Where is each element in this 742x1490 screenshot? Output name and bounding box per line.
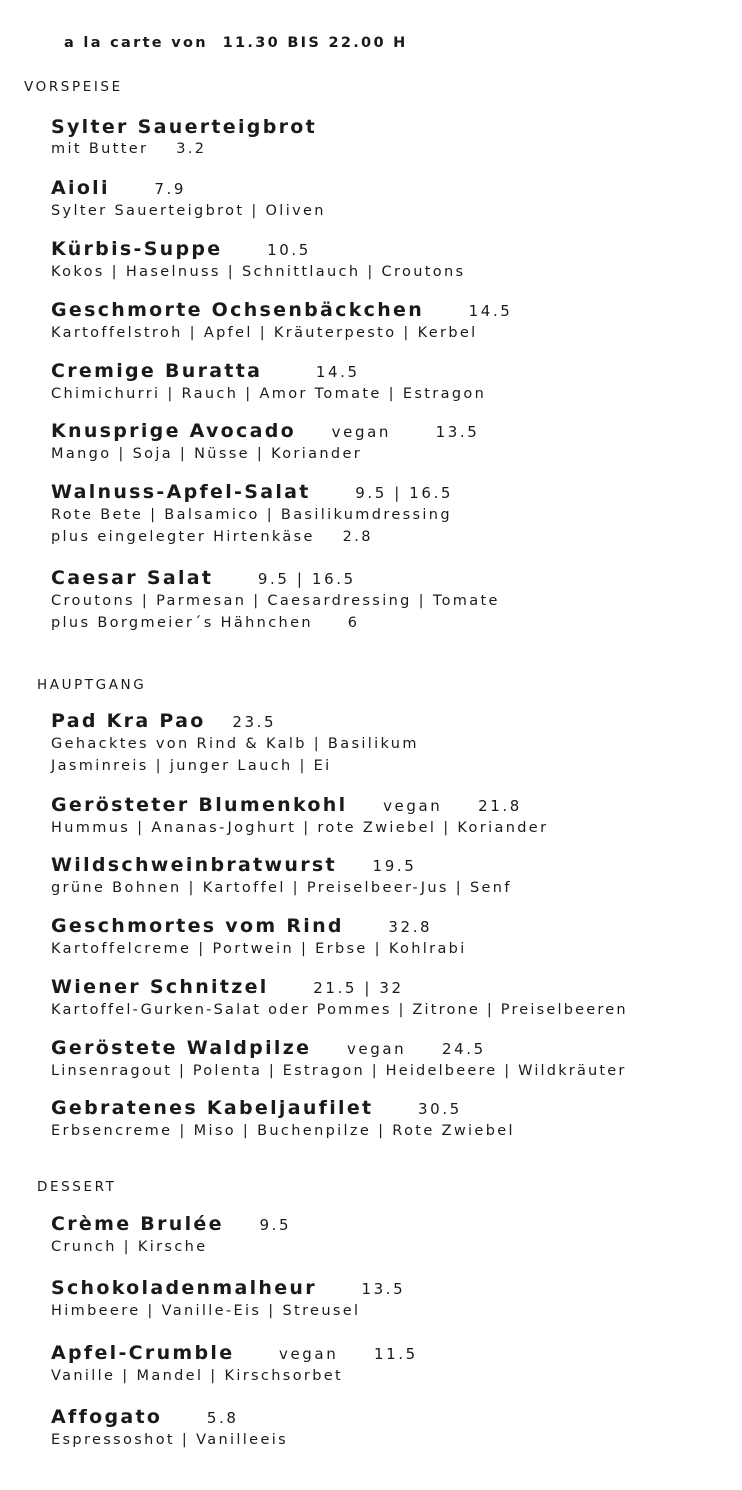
item-description: Kartoffel-Gurken-Salat oder Pommes | Zitrone | Preiselbeeren bbox=[51, 1002, 628, 1018]
item-price: 24.5 bbox=[441, 1040, 486, 1058]
item-price: 9.5 | 16.5 bbox=[257, 570, 356, 588]
menu-item-pad-kra-pao bbox=[51, 710, 419, 777]
vegan-tag: vegan bbox=[331, 423, 391, 441]
section-heading-dessert: DESSERT bbox=[37, 1179, 117, 1195]
menu-item-schokoladenmalheur bbox=[51, 1277, 405, 1323]
item-description: Kartoffelstroh | Apfel | Kräuterpesto | Kerbel bbox=[51, 325, 478, 341]
item-price: 23.5 bbox=[232, 713, 277, 731]
item-price: 13.5 bbox=[361, 1280, 406, 1298]
item-name: Affogato bbox=[51, 1406, 163, 1428]
item-price: 7.9 bbox=[154, 180, 187, 198]
item-description: Chimichurri | Rauch | Amor Tomate | Estragon bbox=[51, 386, 487, 402]
vegan-tag: vegan bbox=[278, 1345, 339, 1363]
item-name: Aioli bbox=[51, 177, 110, 199]
item-description: Hummus | Ananas-Joghurt | rote Zwiebel | Koriander bbox=[51, 820, 549, 836]
item-description: Erbsencreme | Miso | Buchenpilze | Rote Zwiebel bbox=[51, 1123, 515, 1139]
item-extra-price: 2.8 bbox=[342, 528, 373, 545]
item-price: 11.5 bbox=[373, 1345, 418, 1363]
item-description: Himbeere | Vanille-Eis | Streusel bbox=[51, 1303, 361, 1319]
item-name: Apfel-Crumble bbox=[51, 1342, 235, 1364]
item-description-line2: Jasminreis | junger Lauch | Ei bbox=[51, 757, 332, 774]
item-price: 9.5 bbox=[259, 1216, 292, 1234]
menu-item-aioli bbox=[51, 177, 326, 223]
item-name: Walnuss-Apfel-Salat bbox=[51, 481, 311, 503]
item-description: Croutons | Parmesan | Caesardressing | Tomate bbox=[51, 593, 500, 609]
item-description: Vanille | Mandel | Kirschsorbet bbox=[51, 1368, 344, 1384]
menu-item-apfel-crumble bbox=[51, 1342, 418, 1388]
item-name: Wildschweinbratwurst bbox=[51, 854, 337, 876]
item-name: Wiener Schnitzel bbox=[51, 976, 269, 998]
menu-item-creme-brulee bbox=[51, 1213, 291, 1259]
menu-item-sylter-sauerteigbrot bbox=[51, 116, 317, 161]
item-description: Rote Bete | Balsamico | Basilikumdressing bbox=[51, 507, 452, 523]
section-heading-hauptgang: HAUPTGANG bbox=[37, 677, 147, 693]
menu-item-ochsenbaeckchen bbox=[51, 299, 512, 345]
item-extra-price: 6 bbox=[347, 614, 360, 631]
item-name: Cremige Buratta bbox=[51, 360, 263, 382]
vegan-tag: vegan bbox=[383, 797, 443, 815]
menu-item-blumenkohl bbox=[51, 794, 548, 840]
item-description: Crunch | Kirsche bbox=[51, 1239, 208, 1255]
item-name: Gerösteter Blumenkohl bbox=[51, 794, 348, 816]
item-description: Kartoffelcreme | Portwein | Erbse | Kohlrabi bbox=[51, 941, 467, 957]
item-price: 5.8 bbox=[206, 1409, 239, 1427]
item-price: 32.8 bbox=[388, 918, 433, 936]
item-description: Kokos | Haselnuss | Schnittlauch | Croutons bbox=[51, 264, 466, 280]
menu-item-avocado bbox=[51, 420, 479, 466]
menu-item-affogato bbox=[51, 1406, 288, 1452]
item-name: Geschmortes vom Rind bbox=[51, 915, 344, 937]
menu-item-wiener-schnitzel bbox=[51, 976, 628, 1022]
item-description: Mango | Soja | Nüsse | Koriander bbox=[51, 446, 363, 462]
item-price: 13.5 bbox=[435, 423, 480, 441]
section-heading-vorspeise: VORSPEISE bbox=[24, 79, 123, 95]
menu-item-caesar-salat bbox=[51, 567, 500, 634]
menu-item-walnuss-apfel-salat bbox=[51, 481, 453, 548]
item-name: Kürbis-Suppe bbox=[51, 238, 223, 260]
menu-item-kuerbis-suppe bbox=[51, 238, 465, 284]
item-name: Crème Brulée bbox=[51, 1213, 224, 1235]
item-price: 21.8 bbox=[478, 797, 522, 815]
item-description: mit Butter bbox=[51, 141, 149, 157]
item-description: Sylter Sauerteigbrot | Oliven bbox=[51, 203, 326, 219]
item-extra: plus Borgmeier´s Hähnchen bbox=[51, 614, 313, 631]
item-price: 14.5 bbox=[468, 302, 513, 320]
item-price: 3.2 bbox=[176, 141, 207, 157]
vegan-tag: vegan bbox=[346, 1040, 407, 1058]
menu-item-buratta bbox=[51, 360, 486, 406]
menu-item-wildschweinbratwurst bbox=[51, 854, 512, 900]
item-name: Gebratenes Kabeljaufilet bbox=[51, 1097, 374, 1119]
item-name: Knusprige Avocado bbox=[51, 420, 296, 442]
item-name: Geschmorte Ochsenbäckchen bbox=[51, 299, 425, 321]
item-name: Pad Kra Pao bbox=[51, 710, 206, 732]
item-name: Geröstete Waldpilze bbox=[51, 1037, 312, 1059]
opening-hours: a la carte von 11.30 BIS 22.00 H bbox=[64, 35, 408, 51]
item-price: 9.5 | 16.5 bbox=[355, 484, 454, 502]
item-name: Caesar Salat bbox=[51, 567, 214, 589]
item-description: grüne Bohnen | Kartoffel | Preiselbeer-Jus | Senf bbox=[51, 880, 512, 896]
item-description: Linsenragout | Polenta | Estragon | Heidelbeere | Wildkräuter bbox=[51, 1063, 627, 1079]
item-description: Espressoshot | Vanilleeis bbox=[51, 1432, 288, 1448]
item-name: Schokoladenmalheur bbox=[51, 1277, 317, 1299]
item-price: 21.5 | 32 bbox=[313, 979, 404, 997]
item-price: 14.5 bbox=[315, 363, 360, 381]
menu-item-geschmortes-vom-rind bbox=[51, 915, 467, 961]
item-extra: plus eingelegter Hirtenkäse bbox=[51, 528, 315, 545]
menu-item-kabeljaufilet bbox=[51, 1097, 515, 1143]
item-name: Sylter Sauerteigbrot bbox=[51, 116, 318, 138]
item-price: 19.5 bbox=[372, 857, 417, 875]
item-price: 10.5 bbox=[267, 241, 311, 259]
item-price: 30.5 bbox=[418, 1100, 462, 1118]
menu-item-waldpilze bbox=[51, 1037, 627, 1083]
item-description: Gehacktes von Rind & Kalb | Basilikum bbox=[51, 736, 419, 752]
